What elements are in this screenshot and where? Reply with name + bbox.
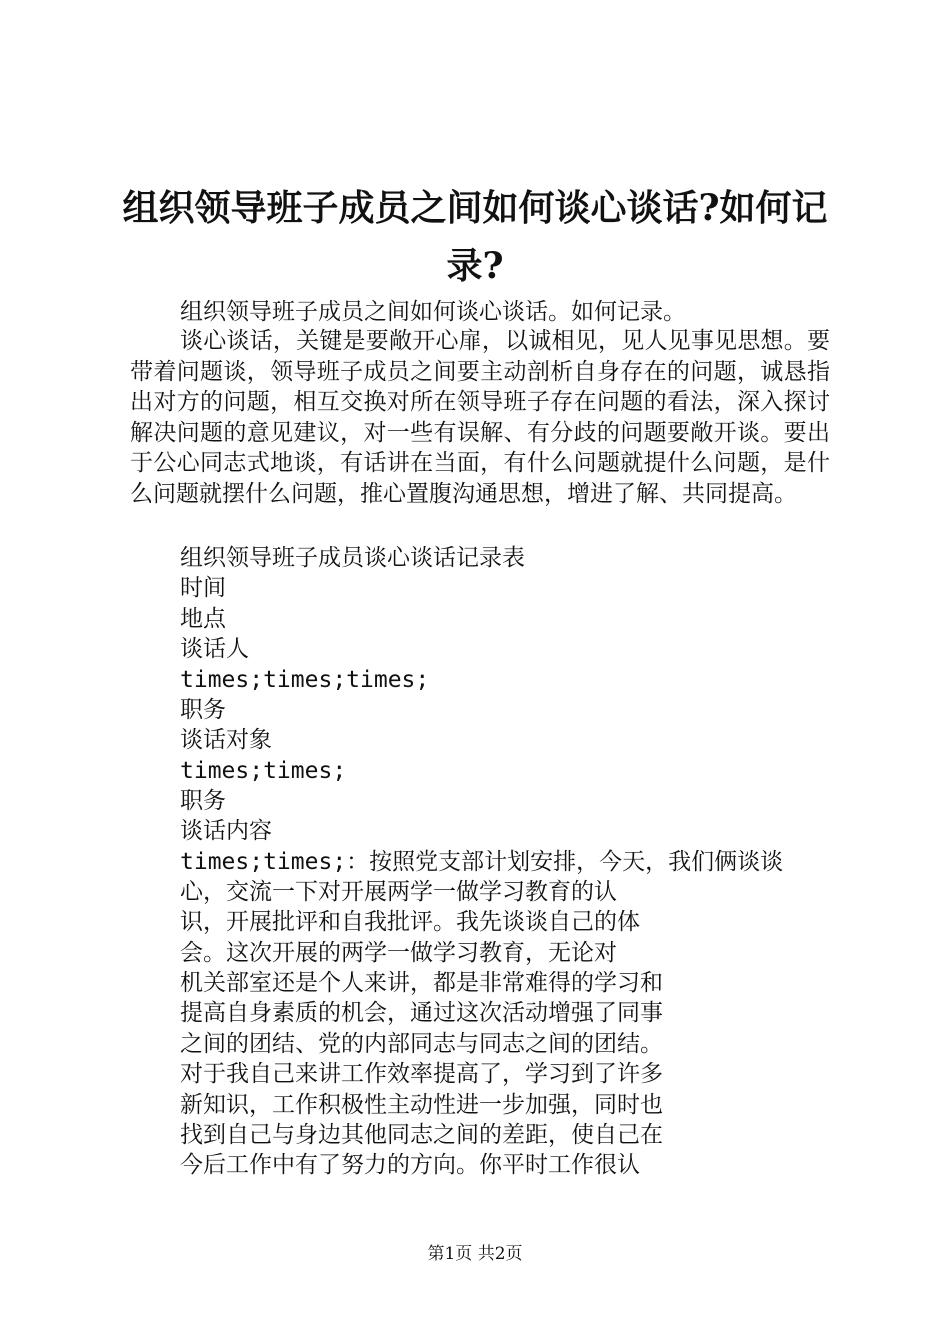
content-line: 机关部室还是个人来讲，都是非常难得的学习和 — [180, 970, 663, 996]
intro-line: 组织领导班子成员之间如何谈心谈话。如何记录。 — [180, 299, 686, 325]
main-paragraph: 谈心谈话，关键是要敞开心扉，以诚相见，见人见事见思想。要带着问题谈，领导班子成员之间要主动剖析自身存在的问题，诚恳指出对方的问题，相互交换对所在领导班子存在问题的看法，深入探讨解决问题的意见建议，对一些有误解、有分歧的问题要敞开谈。要出于公心同志式地谈，有话讲在当面，有什么问题就提什么问题，是什么问题就摆什么问题，推心置腹沟通思想，增进了解、共同提高。 — [130, 328, 830, 507]
content-line: 之间的团结、党的内部同志与同志之间的团结。 — [180, 1031, 663, 1057]
field-content-label: 谈话内容 — [180, 818, 272, 844]
field-position-label-2: 职务 — [180, 788, 226, 814]
content-line: 心，交流一下对开展两学一做学习教育的认 — [180, 879, 617, 905]
interviewee-value: times;times; — [180, 758, 347, 784]
document-title-line-1: 组织领导班子成员之间如何谈心谈话?如何记 — [122, 187, 828, 229]
document-title-line-2: 录? — [446, 245, 504, 287]
content-line: 会。这次开展的两学一做学习教育，无论对 — [180, 940, 617, 966]
content-line: 识，开展批评和自我批评。我先谈谈自己的体 — [180, 909, 640, 935]
page-number-footer: 第1页 共2页 — [427, 1244, 523, 1264]
field-location-label: 地点 — [180, 606, 226, 632]
field-speaker-label: 谈话人 — [180, 636, 249, 662]
field-time-label: 时间 — [180, 575, 226, 601]
content-line: 提高自身素质的机会，通过这次活动增强了同事 — [180, 1000, 663, 1026]
record-table-title: 组织领导班子成员谈心谈话记录表 — [180, 545, 525, 571]
content-line: 新知识，工作积极性主动性进一步加强，同时也 — [180, 1092, 663, 1118]
content-line: 对于我自己来讲工作效率提高了，学习到了许多 — [180, 1061, 663, 1087]
field-position-label: 职务 — [180, 697, 226, 723]
content-line: times;times;：按照党支部计划安排，今天，我们俩谈谈 — [180, 849, 784, 875]
content-line: 今后工作中有了努力的方向。你平时工作很认 — [180, 1152, 640, 1178]
content-line: 找到自己与身边其他同志之间的差距，使自己在 — [180, 1122, 663, 1148]
speaker-value: times;times;times; — [180, 667, 430, 693]
field-interviewee-label: 谈话对象 — [180, 727, 272, 753]
